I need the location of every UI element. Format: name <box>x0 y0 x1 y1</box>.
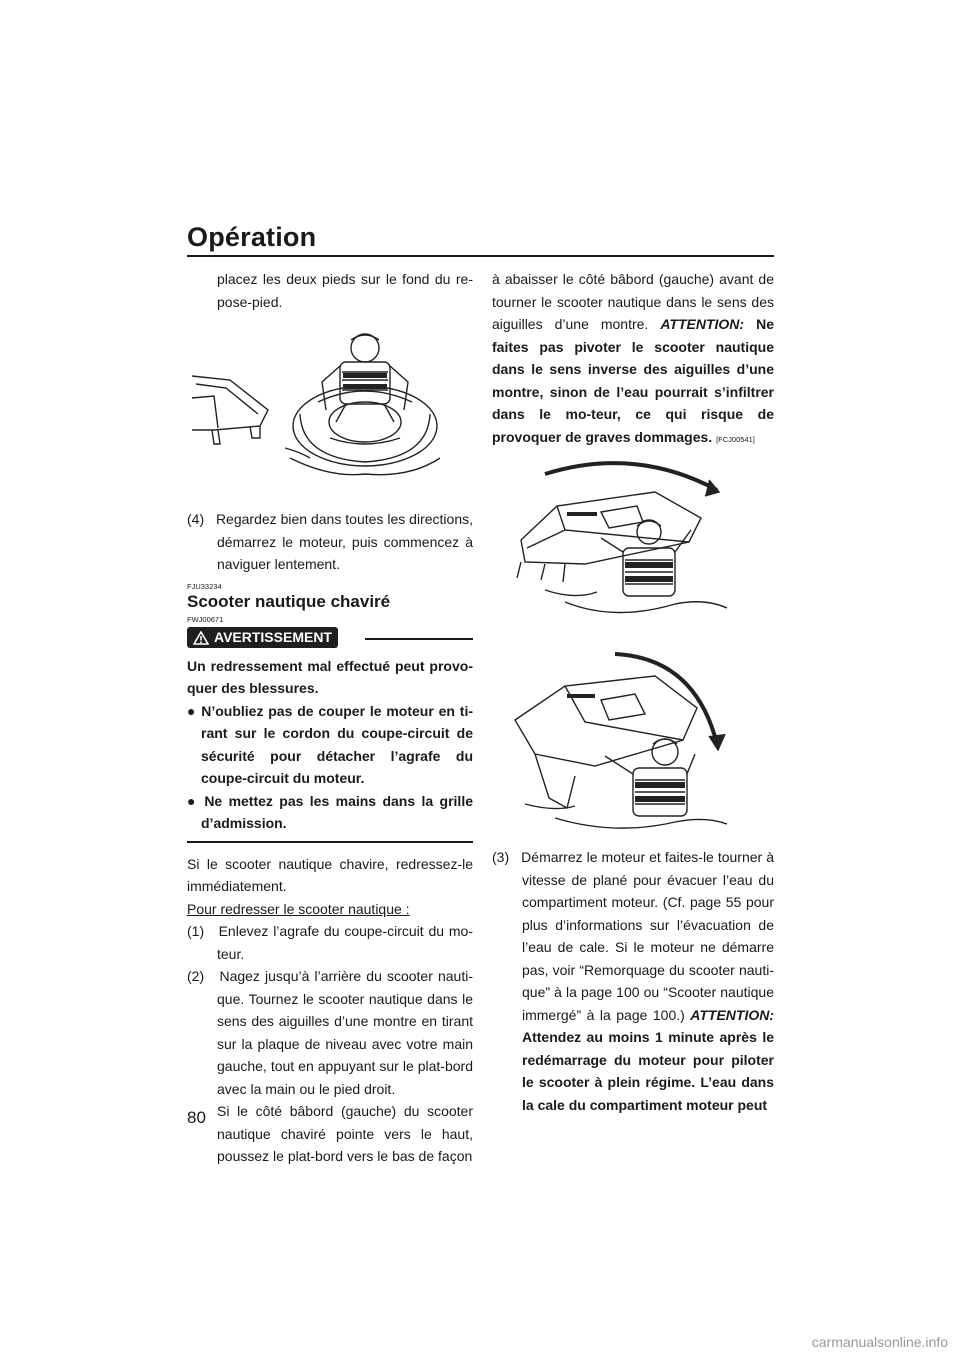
warning-bullet-1: ● N’oubliez pas de couper le moteur en ti-rant sur le cordon du coupe-circuit de sécurité pour détacher l’agrafe du coupe-circuit du moteur. <box>187 702 473 786</box>
rider-on-watercraft-illustration <box>190 318 440 478</box>
section-code: FJU33234 <box>187 581 222 591</box>
page-title: Opération <box>187 222 317 252</box>
righting-capsized-craft-illustration <box>505 452 730 632</box>
step-4-text: Regardez bien dans toutes les directions, démarrez le moteur, puis commencez à naviguer lentement. <box>215 511 473 572</box>
step-2-continued: Si le côté bâbord (gauche) du scooter nautique chaviré pointe vers le haut, poussez le plat-bord vers le bas de façon <box>217 1103 473 1164</box>
paragraph-continuation: placez les deux pieds sur le fond du re-pose-pied. <box>217 271 473 310</box>
warning-bullet-2: ● Ne mettez pas les mains dans la grille d’admission. <box>187 792 473 831</box>
left-column-lower <box>187 508 473 1168</box>
step-4 <box>187 508 473 576</box>
attention-text: Ne faites pas pivoter le scooter nautique dans le sens inverse des aiguilles d’une montre, sinon de l’eau pourrait s’infiltrer dans le mo-teur, ce qui risque de provoquer de graves dommages. <box>492 316 774 445</box>
step-1-text: Enlevez l’agrafe du coupe-circuit du mo-teur. <box>217 923 473 962</box>
page-number: 80 <box>187 1108 206 1127</box>
section-title: Scooter nautique chaviré <box>187 591 391 611</box>
step-2 <box>187 965 473 1100</box>
watermark: carmanualsonline.info <box>811 1334 948 1350</box>
left-column <box>187 268 473 313</box>
step-2-number: (2) <box>187 968 205 984</box>
warning-triangle-icon <box>193 631 209 645</box>
warning-code: FWJ00671 <box>187 614 224 624</box>
pushing-gunwale-illustration <box>505 648 730 838</box>
subheading: Pour redresser le scooter nautique : <box>187 900 410 917</box>
step-1-number: (1) <box>187 923 205 939</box>
warning-header <box>187 627 473 649</box>
attention-label: ATTENTION: <box>660 316 745 332</box>
warning-rule <box>365 638 473 640</box>
warning-text: Un redressement mal effectué peut provo-quer des blessures. <box>187 657 473 696</box>
step-1 <box>187 920 473 965</box>
attention-2-label: ATTENTION: <box>690 1006 774 1023</box>
warning-badge <box>187 627 338 648</box>
intro-paragraph: Si le scooter nautique chavire, redressez-le immédiatement. <box>187 855 473 894</box>
right-continuation <box>492 268 774 448</box>
attention-2-text: Attendez au moins 1 minute après le redémarrage du moteur pour piloter le scooter à plein régime. L’eau dans la cale du compartiment moteur peut <box>522 1029 774 1113</box>
step-3-text: Démarrez le moteur et faites-le tourner à vitesse de plané pour évacuer l’eau du compartiment moteur. (Cf. page 55 pour plus d’informations sur l’évacuation de l’eau de cale. Si le moteur ne démarre pas, voir “Remorquage du scooter nauti-que” à la page 100 ou “Scooter nautique immergé” à la page 100.) <box>521 849 775 1023</box>
right-column-lower <box>492 846 774 1116</box>
warning-bullet-1-text: N’oubliez pas de couper le moteur en ti-rant sur le cordon du coupe-circuit de sécurité pour détacher l’agrafe du coupe-circuit du moteur. <box>201 702 473 786</box>
right-continuation-text: à abaisser le côté bâbord (gauche) avant de tourner le scooter nautique dans le sens des aiguilles d’une montre. <box>492 271 774 332</box>
step-2-text: Nagez jusqu’à l’arrière du scooter nauti-que. Tournez le scooter nautique dans le sens des aiguilles d’une montre en tirant sur la plaque de niveau avec votre main gauche, tout en appuyant sur le plat-bord avec la main ou le pied droit. <box>217 968 473 1097</box>
step-3-number: (3) <box>492 849 510 865</box>
warning-bullet-2-text: Ne mettez pas les mains dans la grille d’admission. <box>201 792 473 831</box>
title-rule <box>187 255 774 257</box>
right-column <box>492 268 774 448</box>
warning-label: AVERTISSEMENT <box>214 628 332 645</box>
step-4-number: (4) <box>187 511 205 527</box>
warning-bottom-rule <box>187 841 473 843</box>
step-3 <box>492 846 774 1116</box>
attention-code: [FCJ00541] <box>716 434 755 444</box>
